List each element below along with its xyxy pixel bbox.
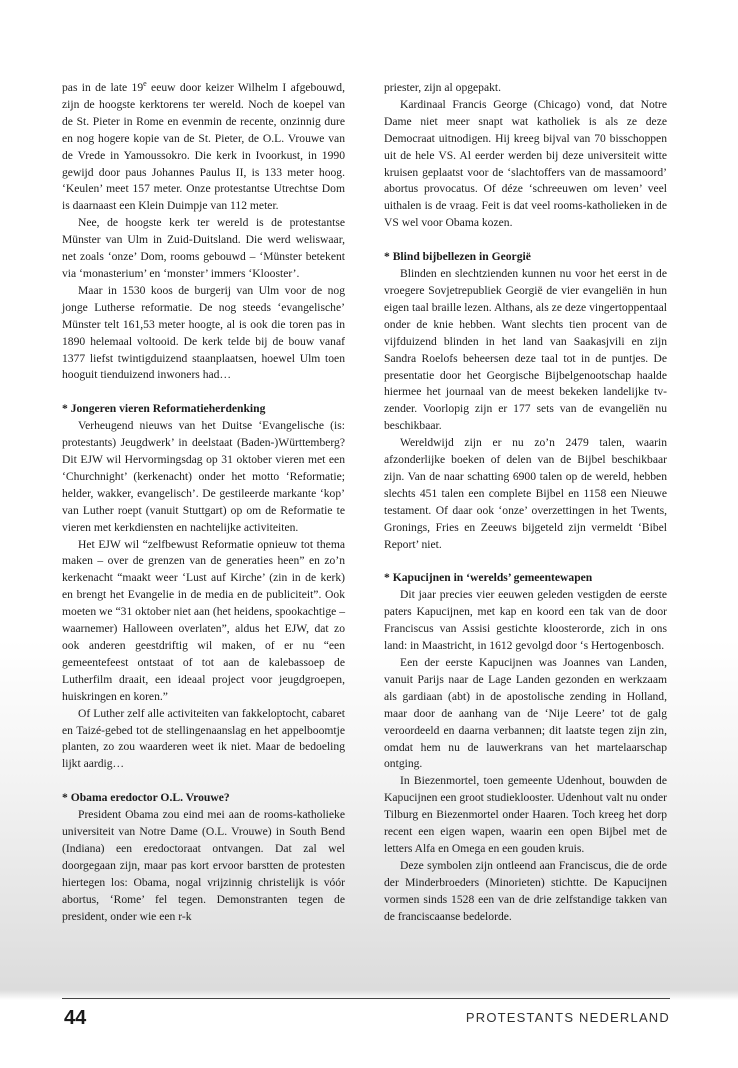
section-heading: * Jongeren vieren Reformatieherdenking xyxy=(62,402,266,416)
paragraph: President Obama zou eind mei aan de rooms-katholieke universiteit van Notre Dame (O.L. Vrouwe) in South Bend (Indiana) een eredoctoraat ontvangen. Dat zal wel doorgegaan zijn, maar pas kort ervoor barstten de protesten hiertegen los: Obama, nogal vrijzinnig christelijk is vóór abortus, ‘Rome’ fel tegen. Demonstranten tegen de president, onder wie een r-k xyxy=(62,808,345,923)
paragraph: Nee, de hoogste kerk ter wereld is de protestantse Münster van Ulm in Zuid-Duitsland. Die werd weliswaar, net zoals ‘onze’ Dom, rooms gebouwd – ‘Münster betekent via ‘monasterium’ en ‘monster’ immers ‘Klooster’. xyxy=(62,216,345,280)
paragraph: Maar in 1530 koos de burgerij van Ulm voor de nog jonge Lutherse reformatie. De nog steeds ‘evangelische’ Münster telt 161,53 meter hoogte, al is ook die toren pas in 1890 helemaal voltooid. De kerk telde bij de bouw vanaf 1377 liefst twintigduizend staanplaatsen, hoewel Ulm toen hooguit tienduizend inwoners had… xyxy=(62,283,345,382)
paragraph: In Biezenmortel, toen gemeente Udenhout, bouwden de Kapucijnen een groot studieklooster. Udenhout valt nu onder Tilburg en Biezenmortel onder Haaren. Toch kreeg het dorp recent een eigen wapen, waarin een open Bijbel met de letters Alfa en Omega en een gouden kruis. xyxy=(384,774,667,855)
section-heading: * Obama eredoctor O.L. Vrouwe? xyxy=(62,791,230,805)
paragraph: priester, zijn al opgepakt. xyxy=(384,81,502,94)
superscript: e xyxy=(143,79,147,89)
paragraph: Kardinaal Francis George (Chicago) vond, dat Notre Dame niet meer snapt wat katholiek is als ze deze Democraat uitnodigen. Hij kreeg bijval van 70 bisschoppen uit de hele VS. Al eerder werden bij deze universiteit witte kruisen geplaatst voor de ‘slachtoffers van de massamoord’ abortus provocatus. Of déze ‘schreeuwen om leven’ veel uithalen is de vraag. Feit is dat veel rooms-katholieken in de VS wel voor Obama kozen. xyxy=(384,97,667,230)
text-run: eeuw door keizer Wilhelm I afgebouwd, zijn de hoogste kerktorens ter wereld. Noch de koepel van de St. Pieter in Rome en evenmin de recente, onzinnig dure en nog hogere kopie van de St. Pieter, de O.L. Vrouwe van de Vrede in Yamoussokro. Die kerk in Ivoorkust, in 1990 gewijd door paus Johannes Paulus II, is 133 meter hoog. ‘Keulen’ meet 157 meter. Onze protestantse Utrechtse Dom is daarnaast een Klein Duimpje van 112 meter. xyxy=(62,81,345,213)
paragraph: Blinden en slechtzienden kunnen nu voor het eerst in de vroegere Sovjetrepubliek Georgië de vier evangeliën in hun eigen taal braille lezen. Althans, als ze deze vingertoppentaal onder de knie hebben. Want slechts tien procent van de vijfduizend blinden in het land van Saakasjvili en zijn Sandra Roelofs beheersen deze taal tot in de puntjes. De presentatie door het Georgische Bijbelgenootschap haalde hiermee het journaal van de meest bekeken landelijke tv-zender. Voorlopig zijn er 177 sets van de evangeliën nu beschikbaar. xyxy=(384,267,667,433)
paragraph: Dit jaar precies vier eeuwen geleden vestigden de eerste paters Kapucijnen, met kap en koord een tak van de door Franciscus van Assisi gestichte kloosterorde, zich in ons land: in Maastricht, in 1612 gevolgd door ‘s Hertogenbosch. xyxy=(384,588,667,653)
right-column xyxy=(384,80,667,926)
paragraph: Deze symbolen zijn ontleend aan Franciscus, die de orde der Minderbroeders (Minorieten) stichtte. De Kapucijnen vormen sinds 1528 een van de drie zelfstandige takken van de franciscaanse bedelorde. xyxy=(384,858,667,923)
page-number: 44 xyxy=(64,1007,87,1029)
section-heading: * Blind bijbellezen in Georgië xyxy=(384,250,531,264)
paragraph: Een der eerste Kapucijnen was Joannes van Landen, vanuit Parijs naar de Lage Landen gezonden en werkzaam als gardiaan (abt) in de apostolische zending in Holland, maar door de aanhang van de ‘Nije Leere’ tot de galg veroordeeld en daarna verbannen; dit laatste tegen zijn zin, omdat hem nu de lauwerkrans van het martelaarschap ontging. xyxy=(384,656,667,771)
section-heading: * Kapucijnen in ‘werelds’ gemeentewapen xyxy=(384,571,593,585)
paragraph: Wereldwijd zijn er nu zo’n 2479 talen, waarin afzonderlijke boeken of delen van de Bijbel beschikbaar zijn. Van de naar schatting 6900 talen op de wereld, hebben slechts 451 talen een complete Bijbel en 1158 een Nieuwe testament. Of daar ook ‘onze’ overzettingen in het Twents, Gronings, Fries en Zeeuws bijgeteld zijn vermeldt ‘Bibel Report’ niet. xyxy=(384,436,667,551)
footer-divider xyxy=(62,998,670,999)
paragraph xyxy=(62,80,345,215)
magazine-title: PROTESTANTS NEDERLAND xyxy=(465,1010,670,1025)
text-run: pas in de late 19 xyxy=(62,81,144,94)
paragraph: Het EJW wil “zelfbewust Reformatie opnieuw tot thema maken – over de grenzen van de generaties heen” en zo’n kerkenacht “maakt weer ‘Lust auf Kirche’ (zin in de kerk) en brengt het Evangelie in de media en de publiciteit”. Ook moeten we “31 oktober niet aan (het heidens, spookachtige – waarnemer) Halloween overlaten”, aldus het EJW, dat zo ook anderen geestdriftig wil maken, of er nu “een gemeentefeest ontstaat of tot aan de kalebassoep de Lutherfilm draait, een ideaal project voor jeugdgroepen, huiskringen en koren.” xyxy=(62,537,345,703)
left-column xyxy=(62,80,345,926)
paragraph: Of Luther zelf alle activiteiten van fakkeloptocht, cabaret en Taizé-gebed tot de stellingenaanslag en het appelboomtje planten, zo zou waarderen weet ik niet. Maar de bedoeling lijkt aardig… xyxy=(62,706,345,771)
paragraph: Verheugend nieuws van het Duitse ‘Evangelische (is: protestants) Jeugdwerk’ in deelstaat (Baden-)Württemberg? Dit EJW wil Hervormingsdag op 31 oktober vieren met een ‘Churchnight’ (kerkenacht) onder het motto ‘Reformatie; helder, wakker, evangelisch’. De gestileerde markante ‘kop’ van Luther roept (vanuit Stuttgart) op om de Reformatie te vieren met kerkdiensten en nachtelijke activiteiten. xyxy=(62,419,345,534)
